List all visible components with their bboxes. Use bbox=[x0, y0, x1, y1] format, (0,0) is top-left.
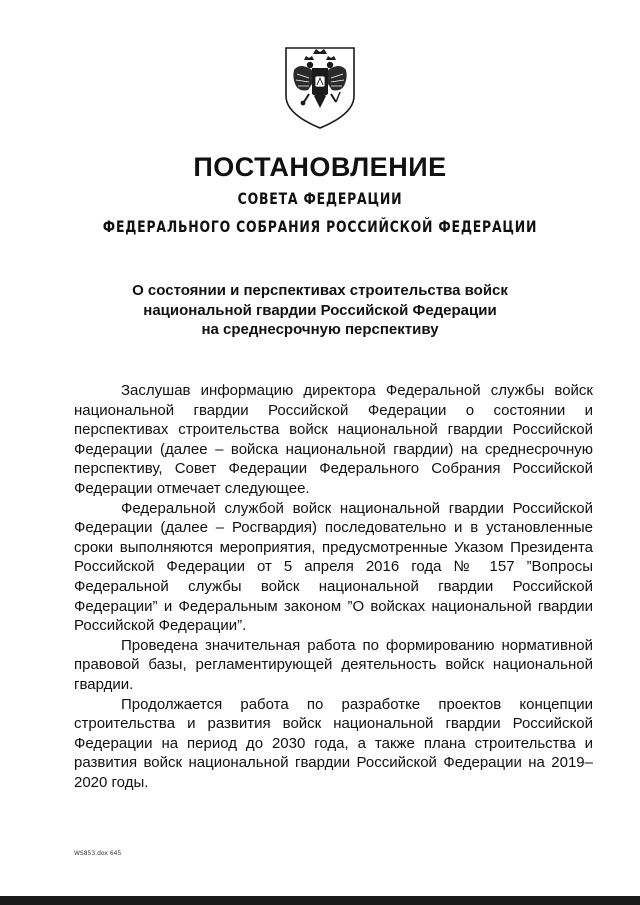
document-body bbox=[74, 381, 593, 792]
body-paragraph: Заслушав информацию директора Федеральной службы войск национальной гвардии Российской Федерации о состоянии и перспективах строительства войск национальной гвардии Российской Федерации (далее – войска национальной гвардии) на среднесрочную перспективу, Совет Федерации Федерального Собрания Российской Федерации отмечает следующее. bbox=[74, 382, 593, 497]
issuer-line-2: ФЕДЕРАЛЬНОГО СОБРАНИЯ РОССИЙСКОЙ ФЕДЕРАЦИИ bbox=[102, 217, 538, 236]
document-code: WS853.dox 645 bbox=[74, 850, 122, 857]
document-title: ПОСТАНОВЛЕНИЕ bbox=[193, 152, 447, 182]
subject-line-2: национальной гвардии Российской Федерации bbox=[143, 301, 497, 319]
document-subject bbox=[100, 281, 540, 340]
scan-edge-bar bbox=[0, 896, 640, 905]
body-paragraph: Федеральной службой войск национальной гвардии Российской Федерации (далее – Росгвардия) последовательно и в установленные сроки выполняются мероприятия, предусмотренные Указом Президента Российской Федерации от 5 апреля 2016 года № 157 ”Вопросы Федеральной службы войск национальной гвардии Российской Федерации” и Федеральным законом ”О войсках национальной гвардии Российской Федерации”. bbox=[74, 499, 593, 635]
subject-line-1: О состоянии и перспективах строительства войск bbox=[132, 282, 508, 299]
coat-of-arms-icon bbox=[282, 44, 358, 132]
body-paragraph: Продолжается работа по разработке проектов концепции строительства и развития войск национальной гвардии Российской Федерации на период до 2030 года, а также плана строительства и развития войск национальной гвардии Российской Федерации на 2019–2020 годы. bbox=[74, 695, 593, 791]
issuer-line-1: СОВЕТА ФЕДЕРАЦИИ bbox=[237, 189, 403, 208]
body-paragraph: Проведена значительная работа по формированию нормативной правовой базы, регламентирующей деятельность войск национальной гвардии. bbox=[74, 636, 593, 693]
subject-line-3: на среднесрочную перспективу bbox=[201, 321, 439, 338]
